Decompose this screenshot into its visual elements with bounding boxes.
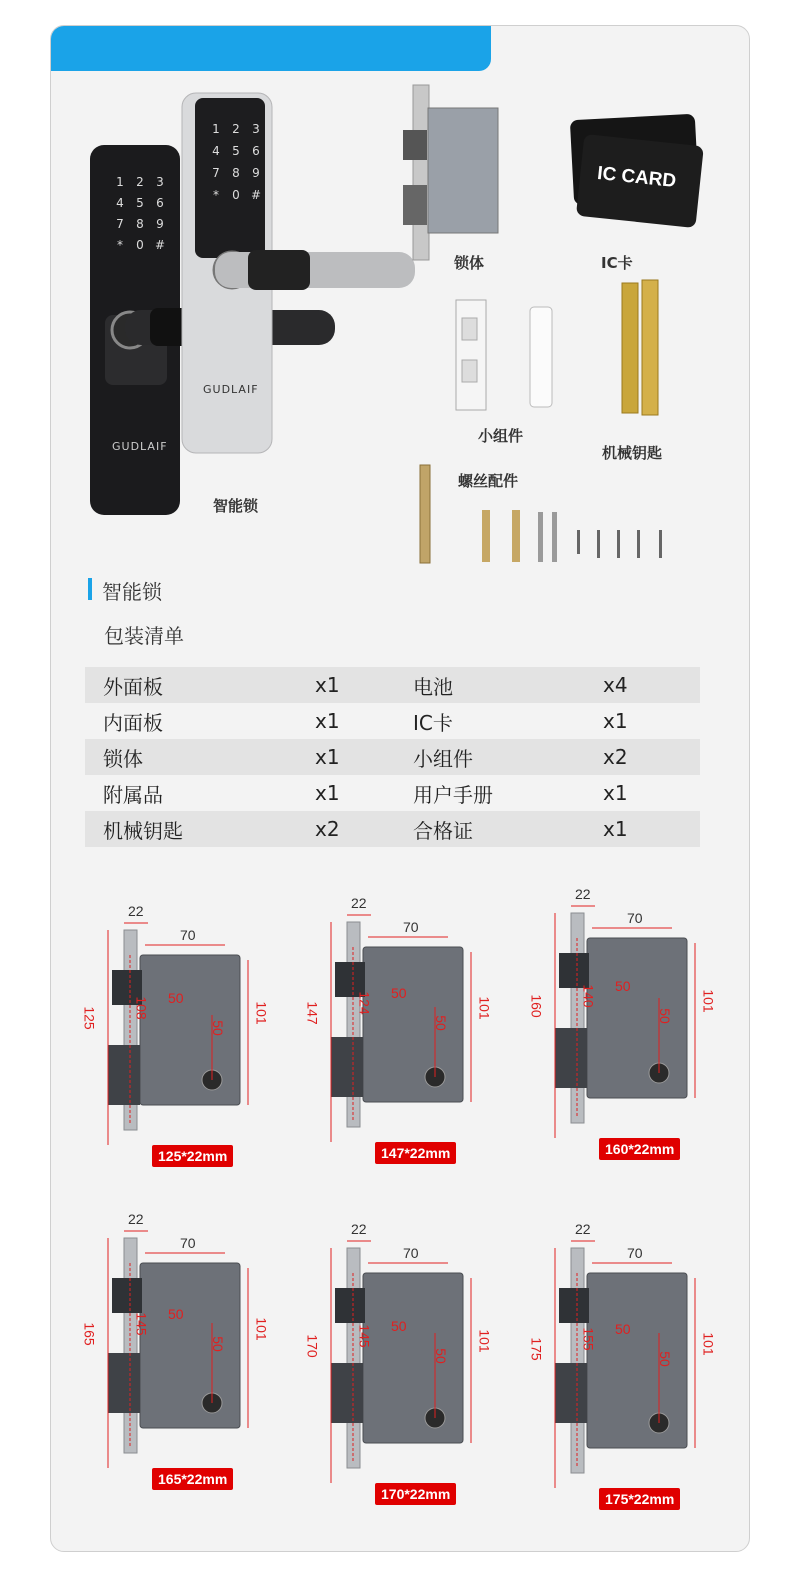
item-qty: x1: [603, 817, 628, 841]
section-subtitle: 包装清单: [104, 624, 184, 648]
dim-vcenter: 50: [656, 1008, 673, 1024]
small-parts-image: [456, 300, 552, 410]
keypad-key: 9: [156, 217, 164, 231]
keypad-key: *: [117, 238, 123, 252]
label-screws: 螺丝配件: [458, 472, 519, 490]
dim-vcenter: 50: [656, 1350, 673, 1367]
keypad-key: 4: [116, 196, 124, 210]
size-badge: 160*22mm: [599, 1138, 680, 1160]
dim-inner: 145: [356, 1324, 373, 1348]
dim-vcenter: 50: [432, 1348, 449, 1364]
item-name: 外面板: [103, 674, 163, 699]
item-qty: x1: [603, 709, 628, 733]
keypad-key: 6: [156, 196, 164, 210]
keypad-key: 6: [252, 144, 260, 158]
dim-height: 125: [81, 1006, 98, 1030]
lock-body-diagram: [304, 1213, 493, 1513]
keypad-key: 7: [212, 166, 220, 180]
dim-center: 50: [615, 978, 631, 994]
dim-center: 50: [615, 1320, 631, 1337]
lock-body-diagram: [528, 1213, 717, 1513]
keypad-key: 3: [252, 122, 260, 136]
dim-height: 175: [528, 1336, 545, 1361]
product-illustration: [0, 0, 800, 580]
silver-keypad: [206, 122, 266, 202]
item-name: 小组件: [413, 746, 473, 771]
keypad-key: *: [213, 188, 219, 202]
mechanical-key-image: [622, 280, 658, 415]
item-qty: x1: [315, 673, 340, 697]
size-badge: 165*22mm: [152, 1468, 233, 1490]
item-name: 附属品: [103, 782, 163, 807]
dim-width: 22: [128, 1211, 144, 1227]
brand-logo-silver: GUDLAIF: [203, 383, 259, 396]
item-name: 电池: [413, 674, 453, 699]
keypad-key: 2: [136, 175, 144, 189]
dim-depth: 70: [180, 1235, 196, 1251]
keypad-key: 1: [116, 175, 124, 189]
item-name: 内面板: [103, 710, 163, 735]
dim-width: 22: [128, 903, 144, 919]
dim-height: 165: [81, 1321, 98, 1346]
dim-right: 101: [476, 1329, 493, 1353]
keypad-key: 4: [212, 144, 220, 158]
item-name: 用户手册: [413, 782, 493, 807]
dim-right: 101: [253, 1316, 270, 1341]
lock-body-diagram: [81, 895, 270, 1195]
keypad-key: 0: [232, 188, 240, 202]
keypad-key: 8: [136, 217, 144, 231]
dim-depth: 70: [627, 910, 643, 926]
dim-vcenter: 50: [209, 1335, 226, 1352]
dim-right: 101: [253, 1001, 270, 1025]
packing-list-table: [85, 667, 700, 847]
dim-right: 101: [476, 995, 493, 1020]
lock-body-diagram: [528, 878, 717, 1178]
table-row: [85, 703, 700, 739]
mortise-lock-image: [403, 85, 498, 260]
lock-body-diagram: [81, 1203, 270, 1503]
section-accent-bar: [88, 578, 92, 600]
item-qty: x1: [315, 745, 340, 769]
ic-card-face-text: IC CARD: [596, 162, 678, 193]
item-qty: x2: [603, 745, 628, 769]
dim-depth: 70: [403, 919, 419, 935]
dim-width: 22: [351, 895, 367, 911]
dim-center: 50: [168, 1305, 184, 1322]
lock-body-diagram: [304, 887, 493, 1187]
table-row: [85, 667, 700, 703]
label-ic-card: IC卡: [601, 254, 633, 272]
dim-depth: 70: [627, 1245, 643, 1261]
dim-inner: 145: [133, 1311, 150, 1336]
keypad-key: 0: [136, 238, 144, 252]
item-qty: x2: [315, 817, 340, 841]
size-badge: 147*22mm: [375, 1142, 456, 1164]
dim-center: 50: [168, 990, 184, 1006]
size-badge: 170*22mm: [375, 1483, 456, 1505]
keypad-key: 5: [232, 144, 240, 158]
keypad-key: #: [154, 238, 166, 252]
item-name: IC卡: [413, 710, 453, 735]
dim-inner: 108: [133, 996, 150, 1020]
section-title: 智能锁: [102, 580, 162, 604]
label-small-parts: 小组件: [478, 427, 524, 445]
keypad-key: 5: [136, 196, 144, 210]
table-row: [85, 775, 700, 811]
dim-center: 50: [391, 984, 407, 1001]
black-keypad: [110, 175, 170, 252]
label-lock-body: 锁体: [454, 254, 485, 272]
dim-inner: 140: [580, 984, 597, 1008]
item-qty: x1: [603, 781, 628, 805]
keypad-key: #: [250, 188, 262, 202]
dim-inner: 155: [580, 1326, 597, 1351]
keypad-key: 9: [252, 166, 260, 180]
keypad-key: 2: [232, 122, 240, 136]
brand-logo-black: GUDLAIF: [112, 440, 168, 453]
item-name: 合格证: [413, 818, 473, 843]
size-badge: 175*22mm: [599, 1488, 680, 1510]
label-smart-lock: 智能锁: [213, 497, 259, 515]
dim-height: 170: [304, 1334, 321, 1358]
item-qty: x4: [603, 673, 628, 697]
keypad-key: 7: [116, 217, 124, 231]
item-name: 锁体: [103, 746, 143, 771]
dim-vcenter: 50: [209, 1020, 226, 1036]
dim-vcenter: 50: [432, 1014, 449, 1031]
dim-inner: 124: [356, 990, 373, 1015]
label-mech-key: 机械钥匙: [602, 444, 663, 462]
dim-width: 22: [351, 1221, 367, 1237]
item-name: 机械钥匙: [103, 818, 183, 843]
dim-width: 22: [575, 886, 591, 902]
table-row: [85, 811, 700, 847]
dim-width: 22: [575, 1221, 591, 1237]
keypad-key: 1: [212, 122, 220, 136]
item-qty: x1: [315, 709, 340, 733]
dim-right: 101: [700, 989, 717, 1013]
keypad-key: 8: [232, 166, 240, 180]
dim-depth: 70: [180, 927, 196, 943]
dim-right: 101: [700, 1331, 717, 1356]
dim-center: 50: [391, 1318, 407, 1334]
dim-height: 160: [528, 994, 545, 1018]
screws-image: [420, 465, 662, 563]
item-qty: x1: [315, 781, 340, 805]
size-badge: 125*22mm: [152, 1145, 233, 1167]
dim-depth: 70: [403, 1245, 419, 1261]
keypad-key: 3: [156, 175, 164, 189]
dim-height: 147: [304, 1000, 321, 1025]
table-row: [85, 739, 700, 775]
